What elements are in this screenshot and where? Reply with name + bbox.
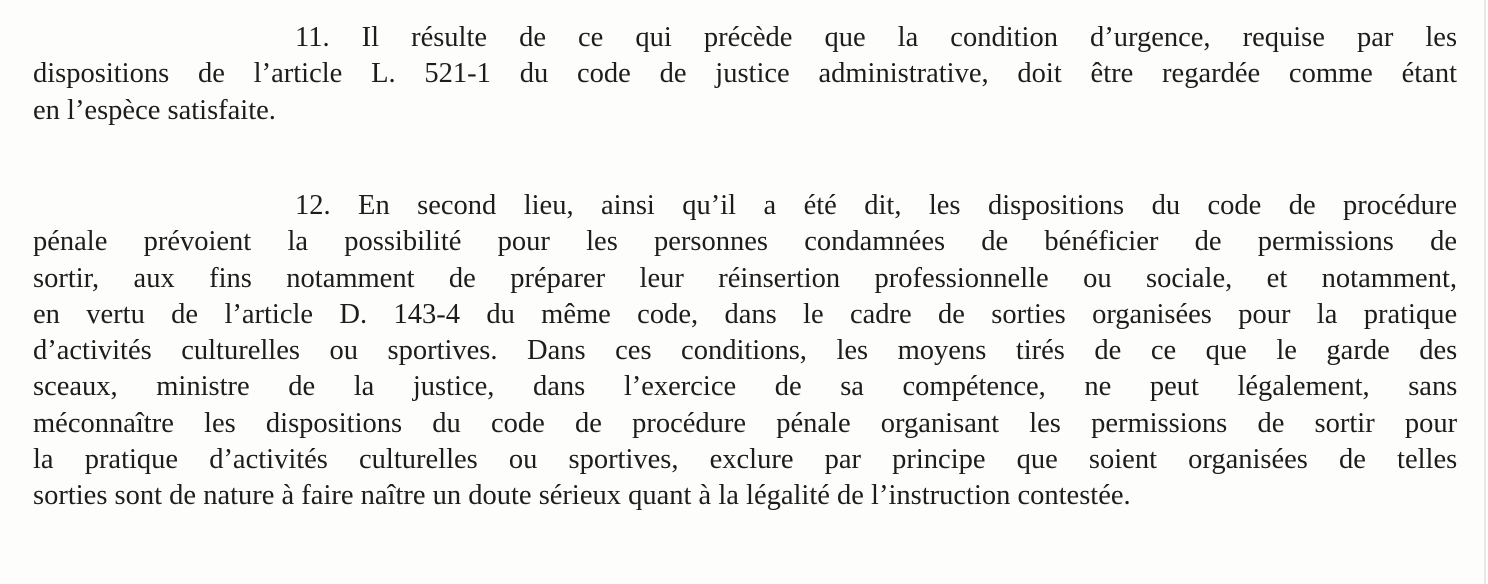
paragraph-line: sceaux, ministre de la justice, dans l’exercice de sa compétence, ne peut légalement, sans bbox=[33, 371, 1458, 403]
paragraph-line: sortir, aux fins notamment de préparer leur réinsertion professionnelle ou sociale, et notamment, bbox=[33, 262, 1457, 294]
paragraph-line: méconnaître les dispositions du code de procédure pénale organisant les permissions de sortir pour bbox=[33, 407, 1458, 439]
paragraph-line: dispositions de l’article L. 521-1 du code de justice administrative, doit être regardée comme étant bbox=[33, 58, 1457, 90]
paragraph-line: 12. En second lieu, ainsi qu’il a été dit, les dispositions du code de procédure bbox=[295, 190, 1457, 221]
paragraph-line: en l’espèce satisfaite. bbox=[33, 94, 276, 126]
paragraph-line: 11. Il résulte de ce qui précède que la condition d’urgence, requise par les bbox=[295, 22, 1458, 53]
paragraph-11 bbox=[33, 20, 1457, 129]
paragraph-line: sorties sont de nature à faire naître un doute sérieux quant à la légalité de l’instruction contestée. bbox=[33, 480, 1131, 512]
paragraph-12 bbox=[33, 188, 1457, 515]
paragraph-line: d’activités culturelles ou sportives. Dans ces conditions, les moyens tirés de ce que le garde des bbox=[33, 335, 1458, 367]
paragraph-line: pénale prévoient la possibilité pour les personnes condamnées de bénéficier de permissions de bbox=[33, 226, 1457, 258]
paragraph-line: en vertu de l’article D. 143-4 du même code, dans le cadre de sorties organisées pour la pratique bbox=[33, 298, 1458, 330]
paragraph-line: la pratique d’activités culturelles ou sportives, exclure par principe que soient organisées de telles bbox=[33, 444, 1458, 476]
scan-edge-shadow bbox=[1484, 0, 1486, 584]
